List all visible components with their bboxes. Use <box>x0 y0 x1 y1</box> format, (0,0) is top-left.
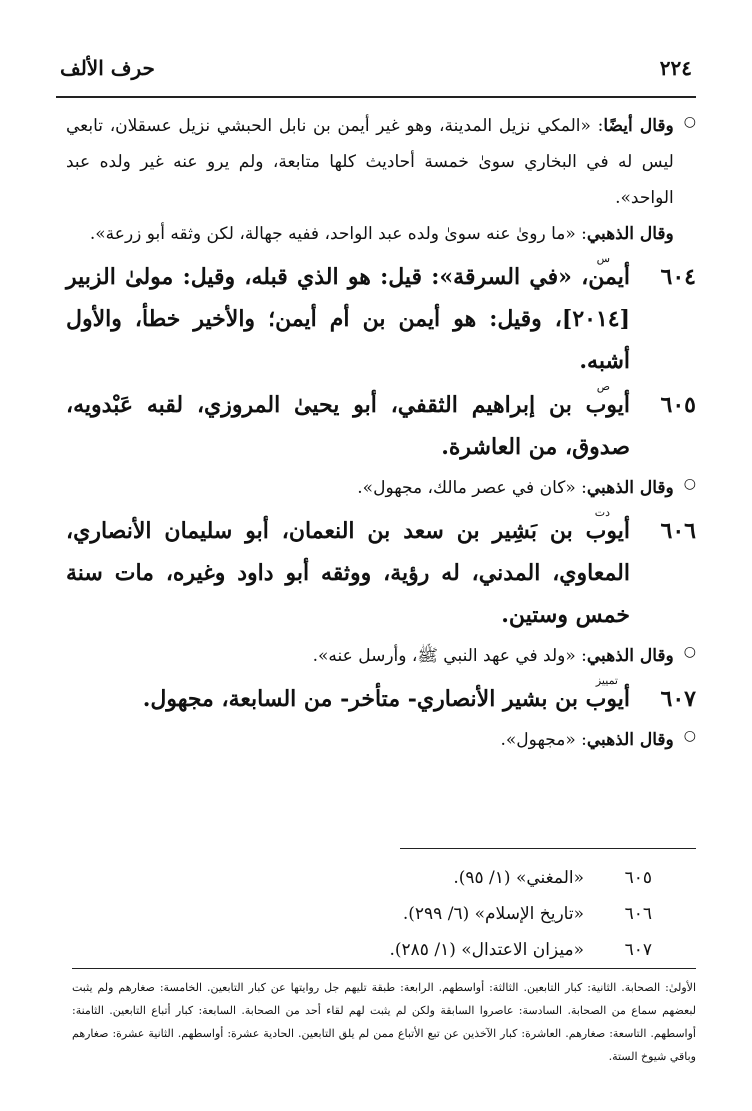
entry-text: أيمن، «في السرقة»: قيل: هو الذي قبله، وقيل: مولىٰ الزبير [٢٠١٤]، وقيل: هو أيمن بن أم أيمن؛ والأخير خطأ، والأول أشبه. <box>66 264 630 374</box>
biography-entry <box>66 674 696 720</box>
chapter-title: حرف الألف <box>60 56 155 80</box>
footnote-text: «تاريخ الإسلام» (٦/ ٢٩٩). <box>402 904 584 924</box>
note-text: : «المكي نزيل المدينة، وهو غير أيمن بن نابل الحبشي نزيل عسقلان، تابعي ليس له في البخاري سوىٰ خمسة أحاديث كلها متابعة، ولم يرو عنه غير ولده عبد الواحد». <box>66 116 674 208</box>
footnote-text: «ميزان الاعتدال» (١/ ٢٨٥). <box>389 940 584 960</box>
entry-text: أيوب بن إبراهيم الثقفي، أبو يحيىٰ المروزي، لقبه عَبْدويه، صدوق، من العاشرة. <box>66 392 630 460</box>
circle-bullet-icon: ○ <box>683 728 696 744</box>
narrator-code: تمييز <box>595 674 618 687</box>
biography-entry <box>66 252 696 382</box>
note-label: وقال الذهبي <box>586 224 674 244</box>
note-label: وقال أيضًا <box>603 116 674 136</box>
tabaqat-legend: الأولىٰ: الصحابة. الثانية: كبار التابعين. الثالثة: أواسطهم. الرابعة: طبقة تليهم جل روايتها عن كبار التابعين. الخامسة: صغارهم ولم يثبت لبعضهم سماع من الصحابة. السادسة: عاصروا السابقة ولكن لم يثبت لهم لقاء أحد من الصحابة. السابعة: كبار أتباع التابعين. الثامنة: أواسطهم. التاسعة: صغارهم. العاشرة: كبار الآخذين عن تبع الأتباع ممن لم يلق التابعين. الحادية عشرة: أواسطهم. الثانية عشرة: صغارهم وباقي شيوخ الستة. <box>72 981 696 1063</box>
biography-entry <box>66 380 696 468</box>
note-label: وقال الذهبي <box>586 646 674 666</box>
note-text: : «ولد في عهد النبي ﷺ، وأرسل عنه». <box>312 646 587 666</box>
note-text: : «ما روىٰ عنه سوىٰ ولده عبد الواحد، ففيه جهالة، لكن وثقه أبو زرعة». <box>89 224 587 244</box>
footnote <box>66 860 652 896</box>
footnotes <box>66 860 652 968</box>
note-paragraph <box>66 722 696 758</box>
circle-bullet-icon: ○ <box>683 476 696 492</box>
footnote-number: ٦٠٧ <box>624 940 652 960</box>
circle-bullet-icon: ○ <box>683 644 696 660</box>
footnote <box>66 932 652 968</box>
entry-number: ٦٠٥ <box>660 392 696 418</box>
entry-number: ٦٠٤ <box>660 264 696 290</box>
footnote <box>66 896 652 932</box>
entry-number: ٦٠٦ <box>660 518 696 544</box>
legend-rule <box>72 968 696 969</box>
narrator-code: ص <box>596 380 610 393</box>
entry-text: أيوب بن بشير الأنصاري- متأخر- من السابعة، مجهول. <box>142 686 630 712</box>
entry-number: ٦٠٧ <box>660 686 696 712</box>
note-label: وقال الذهبي <box>586 478 674 498</box>
circle-bullet-icon: ○ <box>683 114 696 130</box>
header-rule <box>56 96 696 98</box>
footnote-rule <box>400 848 696 849</box>
note-paragraph <box>66 108 696 252</box>
footnote-number: ٦٠٥ <box>624 868 652 888</box>
narrator-code: دت <box>594 506 610 519</box>
footnote-number: ٦٠٦ <box>624 904 652 924</box>
note-label: وقال الذهبي <box>586 730 674 750</box>
page-header <box>60 48 692 88</box>
biography-entry <box>66 506 696 636</box>
entry-text: أيوب بن بَشِير بن سعد بن النعمان، أبو سليمان الأنصاري، المعاوي، المدني، له رؤية، ووثقه أبو داود وغيره، مات سنة خمس وستين. <box>66 518 630 628</box>
narrator-code: س <box>596 252 610 265</box>
note-text: : «كان في عصر مالك، مجهول». <box>357 478 587 498</box>
page-number: ٢٢٤ <box>659 56 692 80</box>
note-text: : «مجهول». <box>500 730 587 750</box>
footnote-text: «المغني» (١/ ٩٥). <box>453 868 584 888</box>
main-text <box>66 108 696 762</box>
